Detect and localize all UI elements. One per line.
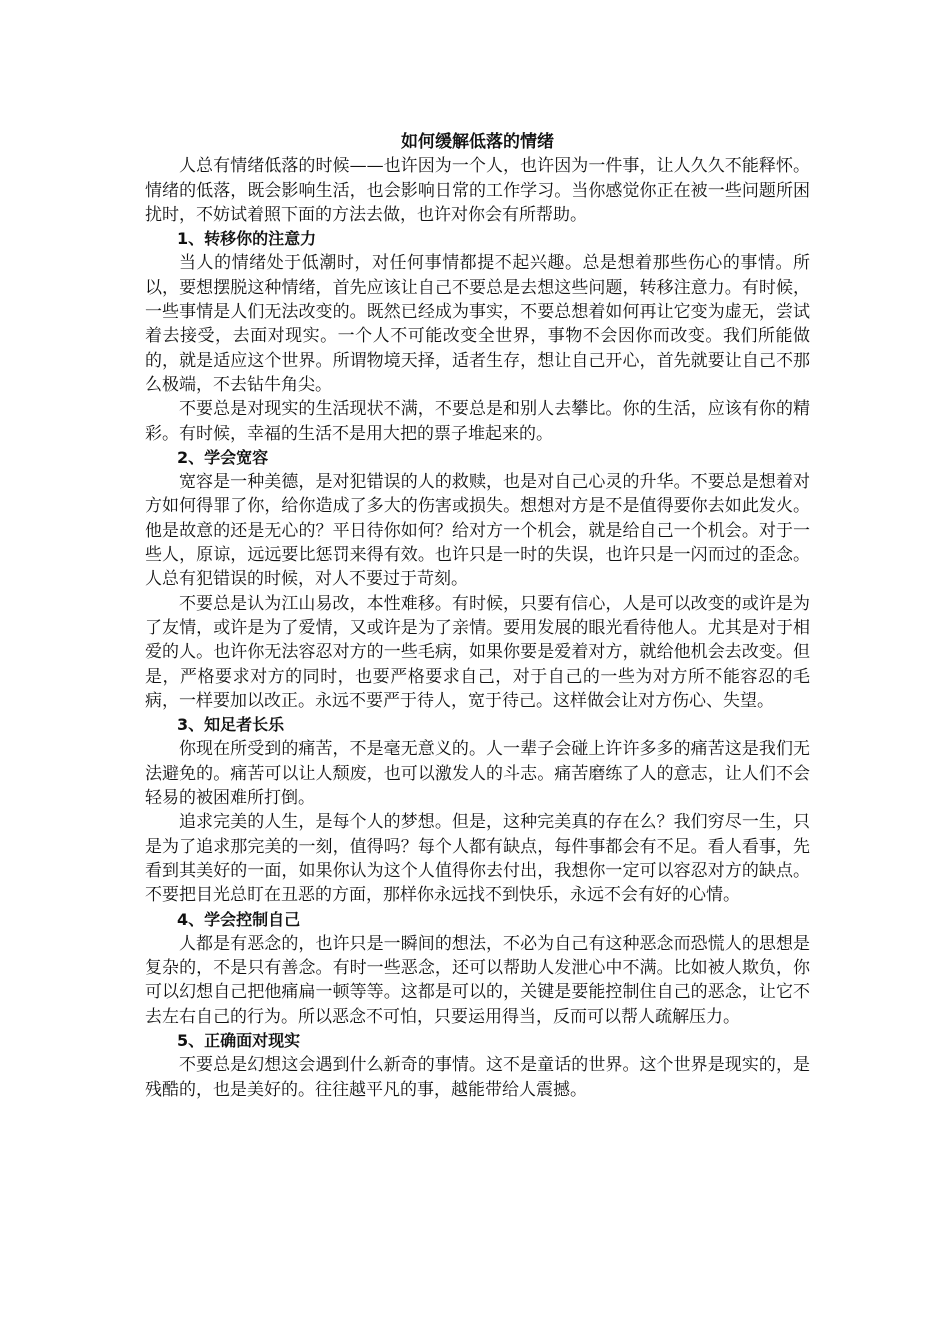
section-paragraph: 当人的情绪处于低潮时，对任何事情都提不起兴趣。总是想着那些伤心的事情。所以，要想摆脱这种情绪，首先应该让自己不要总是去想这些问题，转移注意力。有时候，一些事情是人们无法改变的。既然已经成为事实，不要总想着如何再让它变为虚无，尝试着去接受，去面对现实。一个人不可能改变全世界，事物不会因你而改变。我们所能做的，就是适应这个世界。所谓物境天择，适者生存，想让自己开心，首先就要让自己不那么极端，不去钻牛角尖。 (145, 253, 810, 395)
section-4 (145, 908, 810, 1029)
section-paragraph: 追求完美的人生，是每个人的梦想。但是，这种完美真的存在么？我们穷尽一生，只是为了追求那完美的一刻，值得吗？每个人都有缺点，每件事都会有不足。看人看事，先看到其美好的一面，如果你认为这个人值得你去付出，我想你一定可以容忍对方的缺点。不要把目光总盯在丑恶的方面，那样你永远找不到快乐，永远不会有好的心情。 (145, 812, 810, 906)
section-heading: 5、正确面对现实 (177, 1030, 301, 1050)
intro-paragraph: 人总有情绪低落的时候——也许因为一个人，也许因为一件事，让人久久不能释怀。情绪的低落，既会影响生活，也会影响日常的工作学习。当你感觉你正在被一些问题所困扰时，不妨试着照下面的方法去做，也许对你会有所帮助。 (145, 156, 810, 225)
document-body (145, 130, 810, 1102)
document-title: 如何缓解低落的情绪 (401, 132, 554, 152)
section-paragraph: 不要总是对现实的生活现状不满，不要总是和别人去攀比。你的生活，应该有你的精彩。有时候，幸福的生活不是用大把的票子堆起来的。 (145, 399, 810, 444)
section-heading: 2、学会宽容 (177, 447, 269, 467)
section-paragraph: 宽容是一种美德，是对犯错误的人的救赎，也是对自己心灵的升华。不要总是想着对方如何得罪了你，给你造成了多大的伤害或损失。想想对方是不是值得要你去如此发火。他是故意的还是无心的？平日待你如何？给对方一个机会，就是给自己一个机会。对于一些人，原谅，远远要比惩罚来得有效。也许只是一时的失误，也许只是一闪而过的歪念。人总有犯错误的时候，对人不要过于苛刻。 (145, 472, 810, 590)
section-heading: 3、知足者长乐 (177, 715, 285, 735)
section-1 (145, 227, 810, 446)
section-paragraph: 你现在所受到的痛苦，不是毫无意义的。人一辈子会碰上许许多多的痛苦这是我们无法避免的。痛苦可以让人颓废，也可以激发人的斗志。痛苦磨练了人的意志，让人们不会轻易的被困难所打倒。 (145, 739, 810, 809)
section-paragraph: 不要总是认为江山易改，本性难移。有时候，只要有信心，人是可以改变的或许是为了友情，或许是为了爱情，又或许是为了亲情。要用发展的眼光看待他人。尤其是对于相爱的人。也许你无法容忍对方的一些毛病，如果你要是爱着对方，就给他机会去改变。但是，严格要求对方的同时，也要严格要求自己，对于自己的一些为对方所不能容忍的毛病，一样要加以改正。永远不要严于待人，宽于待己。这样做会让对方伤心、失望。 (145, 593, 810, 711)
section-heading: 4、学会控制自己 (177, 909, 301, 929)
section-5 (145, 1029, 810, 1102)
section-3 (145, 713, 810, 907)
section-paragraph: 人都是有恶念的，也许只是一瞬间的想法，不必为自己有这种恶念而恐慌人的思想是复杂的，不是只有善念。有时一些恶念，还可以帮助人发泄心中不满。比如被人欺负，你可以幻想自己把他痛扁一顿等等。这都是可以的，关键是要能控制住自己的恶念，让它不去左右自己的行为。所以恶念不可怕，只要运用得当，反而可以帮人疏解压力。 (145, 933, 810, 1027)
section-paragraph: 不要总是幻想这会遇到什么新奇的事情。这不是童话的世界。这个世界是现实的，是残酷的，也是美好的。往往越平凡的事，越能带给人震撼。 (145, 1055, 810, 1100)
section-2 (145, 446, 810, 713)
section-heading: 1、转移你的注意力 (177, 229, 317, 249)
